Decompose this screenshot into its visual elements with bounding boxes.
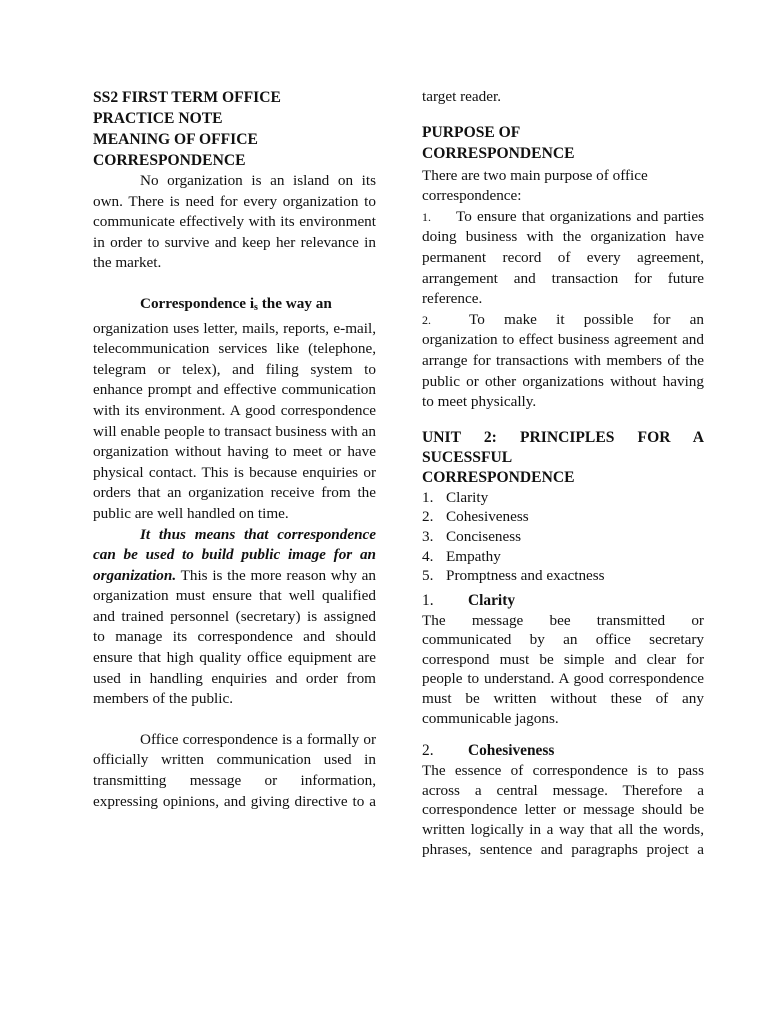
list-item: 2. Cohesiveness <box>422 508 529 526</box>
continuation-text: target reader. <box>422 88 501 105</box>
heading-line: UNIT 2: PRINCIPLES FOR A <box>422 428 704 446</box>
purpose-item <box>422 207 704 310</box>
purpose-item <box>422 310 704 413</box>
correspondence-lead: Correspondence $i_s$ the way an <box>140 294 332 313</box>
list-item: 4. Empathy <box>422 547 501 565</box>
heading-line: SUCESSFUL <box>422 448 513 466</box>
title-line: PRACTICE NOTE <box>93 110 223 127</box>
left-column <box>93 87 376 812</box>
list-item: 5. Promptness and exactness <box>422 567 605 585</box>
purpose-text: To ensure that organizations and parties doing business with the organization have permanent record of every agreement, arrangement and transaction for future reference. <box>422 207 704 308</box>
clarity-paragraph: The message bee transmitted or communicated by an office secretary correspond must be simple and clear for people to understand. A good correspondence must be written without these of any communicable jagons. <box>422 611 704 727</box>
public-image-paragraph <box>93 525 376 710</box>
correspondence-body: organization uses letter, mails, reports, e-mail, telecommunication services like (telephone, telegram or telex), and filing system to enhance prompt and effective communication with its environment. A good correspondence will enable people to transact business with an organization without having to meet or have physical contact. This is because enquiries or orders that an organization receive from the public are well handled on time. <box>93 319 376 522</box>
title-line: CORRESPONDENCE <box>93 152 246 169</box>
unit-heading <box>422 428 704 488</box>
document-title <box>93 87 376 171</box>
public-image-emphasis: It thus means that correspondence can be used to build public image for an organization. <box>93 525 376 584</box>
public-image-body: This is the more reason why an organization must ensure that well qualified and trained personnel (secretary) is assigned to manage its correspondence and should ensure that high quality office equipment are used in handling enquiries and order from members of the public. <box>93 566 376 708</box>
purpose-text: To make it possible for an organization to effect business agreement and arrange for transactions with members of the public or other organizations without having to meet physically. <box>422 310 704 411</box>
purpose-number: 1. <box>422 209 431 224</box>
cohesiveness-paragraph: The essence of correspondence is to pass across a central message. Therefore a correspondence letter or message should be written logically in a way that all the words, phrases, sentence and paragraphs project a <box>422 762 704 858</box>
purpose-intro: There are two main purpose of office correspondence: <box>422 166 648 205</box>
intro-paragraph: No organization is an island on its own. There is need for every organization to communicate effectively with its environment in order to survive and keep her relevance in the market. <box>93 172 376 272</box>
right-column <box>422 87 704 859</box>
list-item: 3. Conciseness <box>422 527 522 545</box>
title-line: SS2 FIRST TERM OFFICE <box>93 89 281 106</box>
correspondence-definition-paragraph <box>93 294 376 525</box>
clarity-heading: 1. Clarity <box>422 591 516 609</box>
heading-line: CORRESPONDENCE <box>422 144 575 162</box>
list-item: 1. Clarity <box>422 488 489 506</box>
office-correspondence-paragraph: Office correspondence is a formally or officially written communication used in transmitting message or information, expressing opinions, and giving directive to a <box>93 730 376 810</box>
heading-line: PURPOSE OF <box>422 123 521 141</box>
principles-list <box>422 488 704 586</box>
purpose-heading <box>422 122 704 164</box>
title-line: MEANING OF OFFICE <box>93 131 258 148</box>
purpose-number: 2. <box>422 312 431 327</box>
cohesiveness-heading: 2. Cohesiveness <box>422 742 555 760</box>
heading-line: CORRESPONDENCE <box>422 468 575 486</box>
